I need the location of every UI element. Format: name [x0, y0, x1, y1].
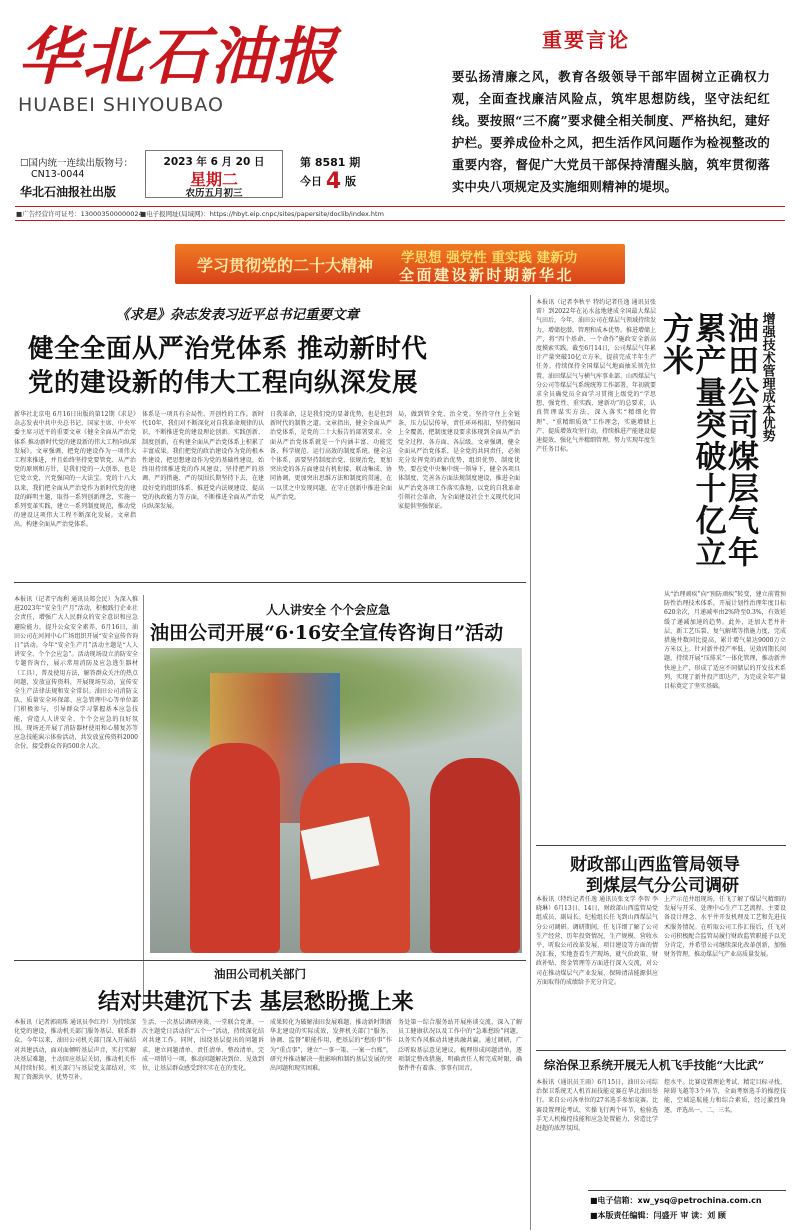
pages-prefix: 今日: [300, 175, 322, 188]
cn-number: CN13-0044: [31, 169, 85, 180]
weekday: 星期二: [189, 170, 238, 189]
lead-col-4: 局，做到管全党、治全党。坚持守住上全链条，压力层层传导，责任环环相扣，坚持强国上全覆盖，把制度建设要求体现到全面从严治党全过程、各方面、各层级。文章强调，健全全面从严治党体系，是全党的共同责任，必须充分发挥党的政治优势，组织优势、制度优势，要在党中央集中统一领导下，健全各项具体制度，完善各方面法规制度建设，推进全面从严治党各项工作落实落地，以党的自我革命引领社会革命，为全面建设社会主义现代化国家提供坚强保证。: [398, 411, 520, 511]
footer-email: ■电子信箱：xw_ysq@petrochina.com.cn: [590, 1196, 762, 1205]
license: ■广告经营许可证号：130003500000024: [16, 210, 143, 218]
footer-editor: ■本版责任编辑：闫盛开 审 读：刘 顾: [590, 1211, 726, 1220]
quote-box: [418, 8, 788, 208]
banner-right-bottom: 全面建设新时期新华北: [399, 266, 575, 284]
issue-number: 第 8581 期: [300, 156, 361, 169]
dept-headline: 结对共建沉下去 基层愁盼揽上来: [98, 989, 414, 1015]
safety-text: 本报讯（记者宁海利 通讯员郑会民）为深入推进2023年“安全生产月”活动，积极践行企业社会责任，增强广大人民群众的安全意识和应急避险能力，提升公众安全素养，6月16日，油田公司在河间中心广场组织开展“安全宣传咨询日”活动。今年“安全生产月”活动主题是“人人讲安全、个个会应急”。活动现场设立消防安全专题咨询台，展示常用消防及应急逃生器材（工具），普及使用方法，解答群众关注的热点问题，发放宣传资料，开展现场互动，宣传安全生产法律法规和安全常识。油田公司消防支队、质量安全环保部、应急管理中心等单位部门积极参与，引导群众学习掌握基本应急技能，营造人人讲安全、个个会应急的良好氛围。现场还开展了消防器材使用和心肺复苏等应急技能演示体验活动，共发放宣传资料2000余份，接受群众咨询500余人次。: [14, 596, 138, 751]
safety-kicker: 人人讲安全 个个会应急: [266, 603, 391, 617]
dept-col-4: 务处第一综合服务站开展座谈交流，深入了解员工健康状况以及工作中的“急难愁盼”问题，以务实作风推动共建共融共赢。通过调研，广泛听取基层意见建议，梳理形成问题清单，逐项制定整改措施，明确责任人和完成时限，确保件件有着落、事事有回音。: [398, 1019, 522, 1073]
side-story-text-2: 从“治理顽疾”向“预防顽疾”转变，建立前置预防性治理技术体系，开展计划性治理年度目标620余次，月递减率由2%降至0.3%，有效延缓了递减加速的趋势。此外，还加大老井补层、新工艺压裂、复气解堵等措施力度，完成措施井数同比提高，累计增气量达9000万立方米以上。针对新井投产率低、见效周期长问题，持续开展“压排采”一体化管理，推动新井快速上产，形成了适应不同储层的开发技术系列，实现了新井投产即达产，为完成全年产量目标奠定了坚实基础。: [664, 591, 786, 691]
dept-col-1: 本报讯（记者郭雨珠 通讯员李红玲）为持续深化党的建设，推动机关部门服务基层、联系群众，今年以来，油田公司机关部门深入开展结对共建活动，面对面倾听基层声音，实打实解决基层难题，主动回应基层关切，推动机关作风持续好转。机关部门与基层党支部结对，实现了资源共享，优势互补。: [14, 1019, 136, 1082]
side-story-subhead: 增强技术管理成本优势: [759, 312, 775, 442]
banner-right-top: 学思想 强党性 重实践 建新功: [401, 250, 578, 266]
issue-date: 2023 年 6 月 20 日: [163, 156, 265, 168]
masthead-pinyin: HUABEI SHIYOUBAO: [18, 94, 224, 116]
finance-headline-1: 财政部山西监管局领导: [570, 855, 740, 875]
side-story-text-1: 本报讯（记者李秋平 特约记者任逸 通讯员张雷）到2022年在沁水盆地建成全国最大煤层气田后，今年，油田公司在煤层气领域持续发力，增储挖潜，管理和成本优势。推进增储上产，将“四个基命、一个命作”施政安全新高度摸索实践。截至6月14日，公司煤层气年累计产量突破10亿立方米，提前完成半年生产任务。持续保持全国煤层气地面抽采领先位置。油田煤层气与横气库事业部、山西煤层气分公司等煤层气系统统筹工作部署，年初就要求全员确党员全面学习贯彻上级党的“学思想、强党性、重实践、建新功”的总要求，认真管理谋实方法，深入落实“精细化管理”、“重精细质效”工作理念，实施增储上产、提质增效攻坚行动，持续推进产能建设提速提效，强化气井精细管理，努力实现年度生产任务目标。: [536, 299, 656, 454]
finance-text-2: 上产示范井组现场，任飞了解了煤层气精细的发展与开采、处理中心生产工艺流程、主要设备设计理念、水平井开发机理及工艺和先进技术服务情况。在听取公司工作汇报后，任飞对公司积极配合监管局履行财政监管职能予以充分肯定，并希望公司继续深化改革创新，加强财务管理，推动煤层气产业高质量发展。: [664, 896, 786, 959]
worker-figure-3: [430, 758, 520, 953]
safety-photo: [150, 648, 522, 953]
uav-text-2: 控水平。比赛设置理论考试、精定目标寻找、障碍飞越等3个环节，全面考察选手的操控技能，空域巡航能力和综合素质，经过激烈角逐，评选出一、二、三名。: [664, 1079, 786, 1114]
publisher: 华北石油报社出版: [20, 185, 117, 199]
dept-col-2: 生活、一次基层调研座谈、一堂联合党课、一次主题党日活动的“五个一”活动，持续深化结对共建工作。同时，围绕基层提出的问题诉求，建立问题清单、责任清单、整改清单，完成一项销号一项，推动问题解决到位、见效到位，让基层群众感受到实实在在的变化。: [142, 1019, 264, 1073]
worker-figure-1: [190, 743, 280, 953]
dept-col-3: 成果转化为破解油田发展难题、推动新时期新华北建设的实际成效，发挥机关部门“服务、协调、监督”职能作用，把基层的“愁盼事”作为“重点事”，建立“一事一策、一案一台账”，研究并推动解决一批影响和制约基层发展的突出问题和现实困难。: [270, 1019, 392, 1073]
cn-label: ☐国内统一连续出版物号：: [20, 158, 134, 169]
lunar-date: 农历五月初三: [185, 188, 243, 199]
footer-box: [588, 1190, 786, 1226]
theme-banner: [175, 244, 625, 284]
lead-headline-2: 党的建设新的伟大工程向纵深发展: [28, 368, 419, 398]
uav-text-1: 本报讯（通讯员王雨）6月15日，油田公司综治保卫系统无人机首届技能竞赛在华北油田举行。来自公司各单位的27名选手参加竞赛。比赛设置理论考试、实操飞行两个环节，检验选手无人机操控技能和应急处置能力，营造比学赶超的浓厚氛围。: [536, 1079, 658, 1133]
date-box: [145, 150, 283, 198]
banner-left: 学习贯彻党的二十大精神: [197, 256, 374, 275]
quote-text: 要弘扬清廉之风，教育各级领导干部牢固树立正确权力观，全面查找廉洁风险点，筑牢思想防线，坚守法纪红线。要按照“三不腐”要求健全相关制度、严格执纪，建好护栏。要养成俭朴之风，把生活作风问题作为检视整改的重要内容，督促广大党员干部保持清醒头脑，筑牢贯彻落实中央八项规定及实施细则精神的堤坝。: [452, 69, 770, 194]
finance-text-1: 本报讯（特约记者任逸 通讯员张文学 李智 李晓琳）6月13日、14日，财政部山西监管局党组成员、副局长、纪检组长任飞到山西煤层气分公司调研。调研期间，任飞详细了解了公司生产经营、历年投资情况，生产规模、营收水平，听取公司改革发展、项目建设等方面的情况汇报，实地查看生产现场，就气价政策、财政补贴、资金管理等方面进行深入交流，对公司在推动煤层气产业发展、保障清洁能源供应方面取得的成绩给予充分肯定。: [536, 896, 658, 986]
lead-col-3: 日我革命，这是我们党的显著优势，也是但到新时代的制胜之道。文章指出，健全全面从严治党体系，是党的二十大报告的部署要求。全面从严治党体系就是一个内涵丰富、功能完备、科学规范、运行高效的制度系统。健全这个体系，需要坚持制度治党、依规治党，更加突出党的各方面建设有机衔接、联动集成、协同协调，更加突出思维方法和制度的贯通，在一以贯之中发现问题，在守正创新中推进全面从严治党。: [270, 411, 392, 501]
lead-col-2: 体系是一项具有全局性、开创性的工作。新时代10年，我们对不断深化对自我革命规律的认识，不断推进党的建设理论创新。实践创新、制度创新，在构建全面从严治党体系上积累了丰富成果。我们把党的政治建设作为党的根本性建设，把思想建设作为党的基础性建设，始终用持续推进党的作风建设，坚持把严的基调、严的措施、严的氛围长期坚持下去，在建设好党的组织体系、推进党内法规建设、提高党的执政能力等方面，不断推进全面从严治党向纵深发展。: [142, 411, 264, 511]
finance-headline-2: 到煤层气分公司调研: [586, 876, 739, 896]
epaper-url: ■电子报网址(局域网)：https://hbyt.eip.cnpc/sites/papersite/doclib/index.htm: [140, 210, 384, 218]
pages-suffix: 版: [345, 175, 356, 188]
pages-count: [300, 170, 356, 194]
lead-kicker: 《求是》杂志发表习近平总书记重要文章: [116, 307, 359, 323]
quote-title: 重要言论: [542, 28, 630, 52]
masthead-title: 华北石油报: [18, 20, 339, 93]
pages-number: 4: [325, 169, 342, 194]
dept-kicker: 油田公司机关部门: [214, 967, 306, 981]
uav-headline: 综治保卫系统开展无人机飞手技能“大比武”: [544, 1058, 765, 1072]
side-story-headline: 油田公司煤层气年累产量突破十亿立方米: [656, 312, 758, 568]
safety-headline: 油田公司开展“6·16安全宣传咨询日”活动: [150, 622, 504, 644]
lead-col-1: 新华社北京电 6月16日出版的第12期《求是》杂志发表中共中央总书记、国家主席、中央军委主席习近平的重要文章《健全全面从严治党体系 推动新时代党的建设新的伟大工程向纵深发展》。文章强调，把党的建设作为一项伟大工程来推进，并且始终坚持党要管党、从严治党的原则和方针，是我们党的一大创举，也是它党立党、兴党强国的一大法宝。党的十八大以来，我们把全面从严治党作为新时代党的建设的鲜明主题，取得一系列创新理念，实施一系列变革实践，建立一系列制度规范，推动党的建设这项伟大工程不断深化发展。文章指出，构建全面从严治党体系。: [14, 411, 136, 529]
lead-headline-1: 健全全面从严治党体系 推动新时代: [28, 334, 428, 364]
